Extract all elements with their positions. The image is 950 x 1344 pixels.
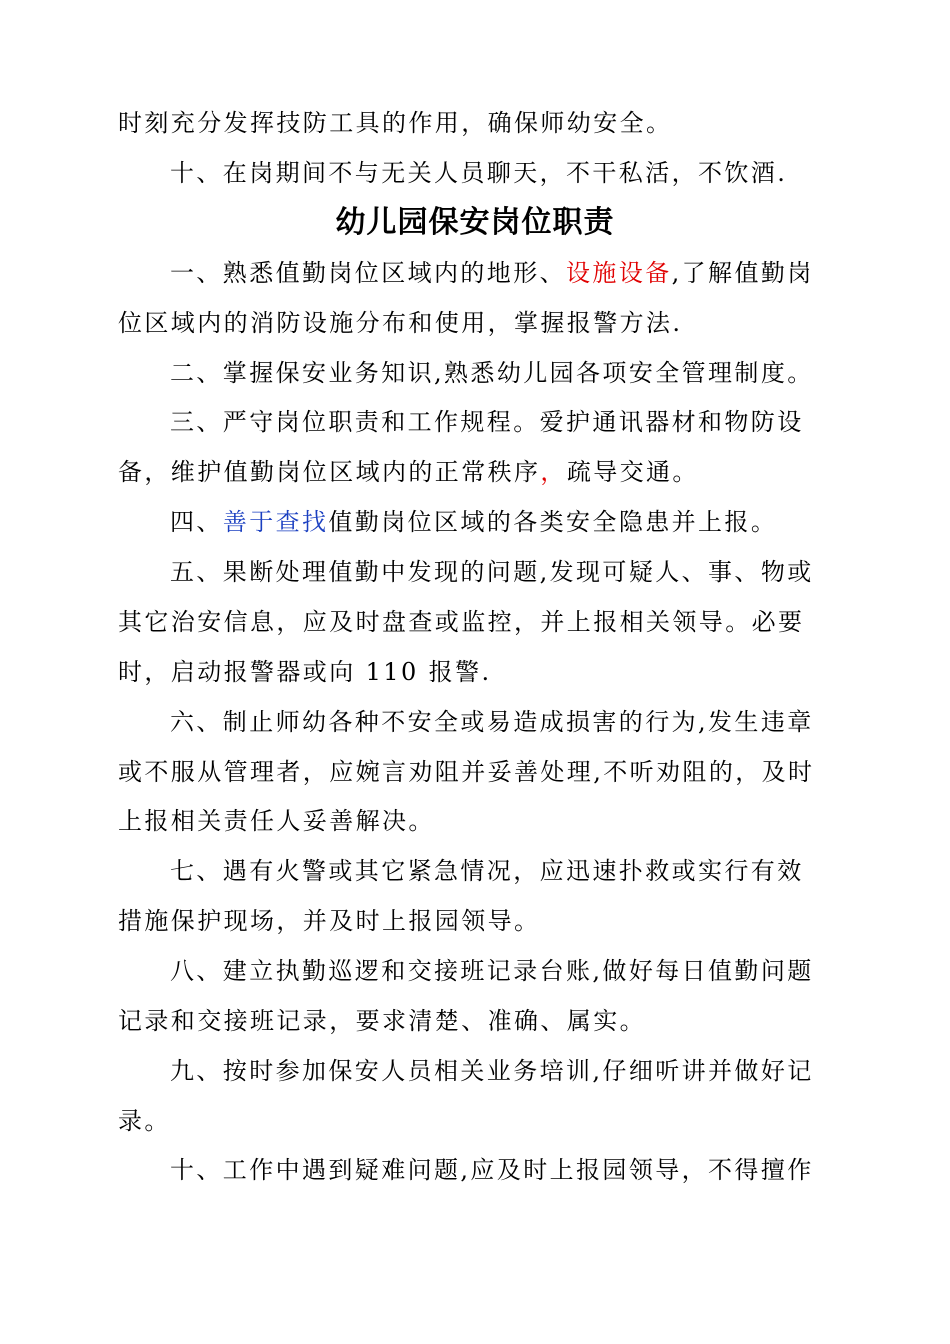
item-3-text-a: 三、严守岗位职责和工作规程。爱护通讯器材和物防设 bbox=[170, 408, 804, 436]
item-5-text-b: 其它治安信息，应及时盘查或监控，并上报相关领导。必要 bbox=[118, 608, 805, 636]
item-4-highlight-blue: 善于查找 bbox=[222, 508, 329, 536]
item-10-text: 十、工作中遇到疑难问题,应及时上报园领导，不得擅作 bbox=[170, 1156, 814, 1184]
item-3-line-2 bbox=[118, 452, 834, 492]
item-6-text-a: 六、制止师幼各种不安全或易造成损害的行为,发生违章 bbox=[170, 708, 814, 736]
item-7-text-a: 七、遇有火警或其它紧急情况，应迅速扑救或实行有效 bbox=[170, 857, 804, 885]
document-title: 幼儿园保安岗位职责 bbox=[335, 205, 615, 240]
item-1-line-1 bbox=[170, 253, 834, 293]
item-8-text-a: 八、建立执勤巡逻和交接班记录台账,做好每日值勤问题 bbox=[170, 957, 814, 985]
item-1-text-a: 一、熟悉值勤岗位区域内的地形、 bbox=[170, 259, 566, 287]
item-9-text-a: 九、按时参加保安人员相关业务培训,仔细听讲并做好记 bbox=[170, 1057, 814, 1085]
item-7-line-1 bbox=[170, 851, 834, 891]
item-6-text-c: 上报相关责任人妥善解决。 bbox=[118, 807, 435, 835]
item-6-line-2 bbox=[118, 752, 834, 792]
item-3-text-b2: 疏导交通。 bbox=[566, 458, 699, 486]
prev-section-line-1: 时刻充分发挥技防工具的作用，确保师幼安全。 bbox=[118, 109, 673, 137]
prev-section-item-10: 十、在岗期间不与无关人员聊天，不干私活，不饮酒. bbox=[170, 159, 788, 187]
item-6-line-1 bbox=[170, 702, 834, 742]
item-5-text-c: 时，启动报警器或向 110 报警. bbox=[118, 658, 492, 686]
paragraph-line bbox=[170, 153, 834, 193]
item-2-line-1 bbox=[170, 353, 834, 393]
item-1-highlight-red: 设施设备 bbox=[566, 259, 672, 287]
item-6-line-3 bbox=[118, 801, 834, 841]
item-7-line-2 bbox=[118, 901, 834, 941]
item-1-text-b: ,了解值勤岗 bbox=[671, 259, 814, 287]
item-8-line-2 bbox=[118, 1001, 834, 1041]
item-9-line-1 bbox=[170, 1051, 834, 1091]
item-5-text-a: 五、果断处理值勤中发现的问题,发现可疑人、事、物或 bbox=[170, 558, 814, 586]
item-1-line-2 bbox=[118, 303, 834, 343]
item-3-line-1 bbox=[170, 402, 834, 442]
item-1-text-c: 位区域内的消防设施分布和使用，掌握报警方法. bbox=[118, 309, 683, 337]
item-4-line-1 bbox=[170, 502, 834, 542]
item-10-line-1 bbox=[170, 1150, 834, 1190]
item-5-line-2 bbox=[118, 602, 834, 642]
item-9-text-b: 录。 bbox=[118, 1107, 171, 1135]
item-9-line-2 bbox=[118, 1101, 834, 1141]
item-4-prefix: 四、 bbox=[170, 508, 223, 536]
item-5-line-3 bbox=[118, 652, 834, 692]
item-8-line-1 bbox=[170, 951, 834, 991]
paragraph-line bbox=[118, 103, 834, 143]
item-3-highlight-red: ， bbox=[540, 458, 567, 486]
item-2-text: 二、掌握保安业务知识,熟悉幼儿园各项安全管理制度。 bbox=[170, 359, 814, 387]
item-6-text-b: 或不服从管理者，应婉言劝阻并妥善处理,不听劝阻的，及时 bbox=[118, 758, 815, 786]
item-8-text-b: 记录和交接班记录，要求清楚、准确、属实。 bbox=[118, 1007, 646, 1035]
item-7-text-b: 措施保护现场，并及时上报园领导。 bbox=[118, 907, 541, 935]
item-3-text-b1: 备，维护值勤岗位区域内的正常秩序 bbox=[118, 458, 541, 486]
item-4-text: 值勤岗位区域的各类安全隐患并上报。 bbox=[328, 508, 778, 536]
item-5-line-1 bbox=[170, 552, 834, 592]
